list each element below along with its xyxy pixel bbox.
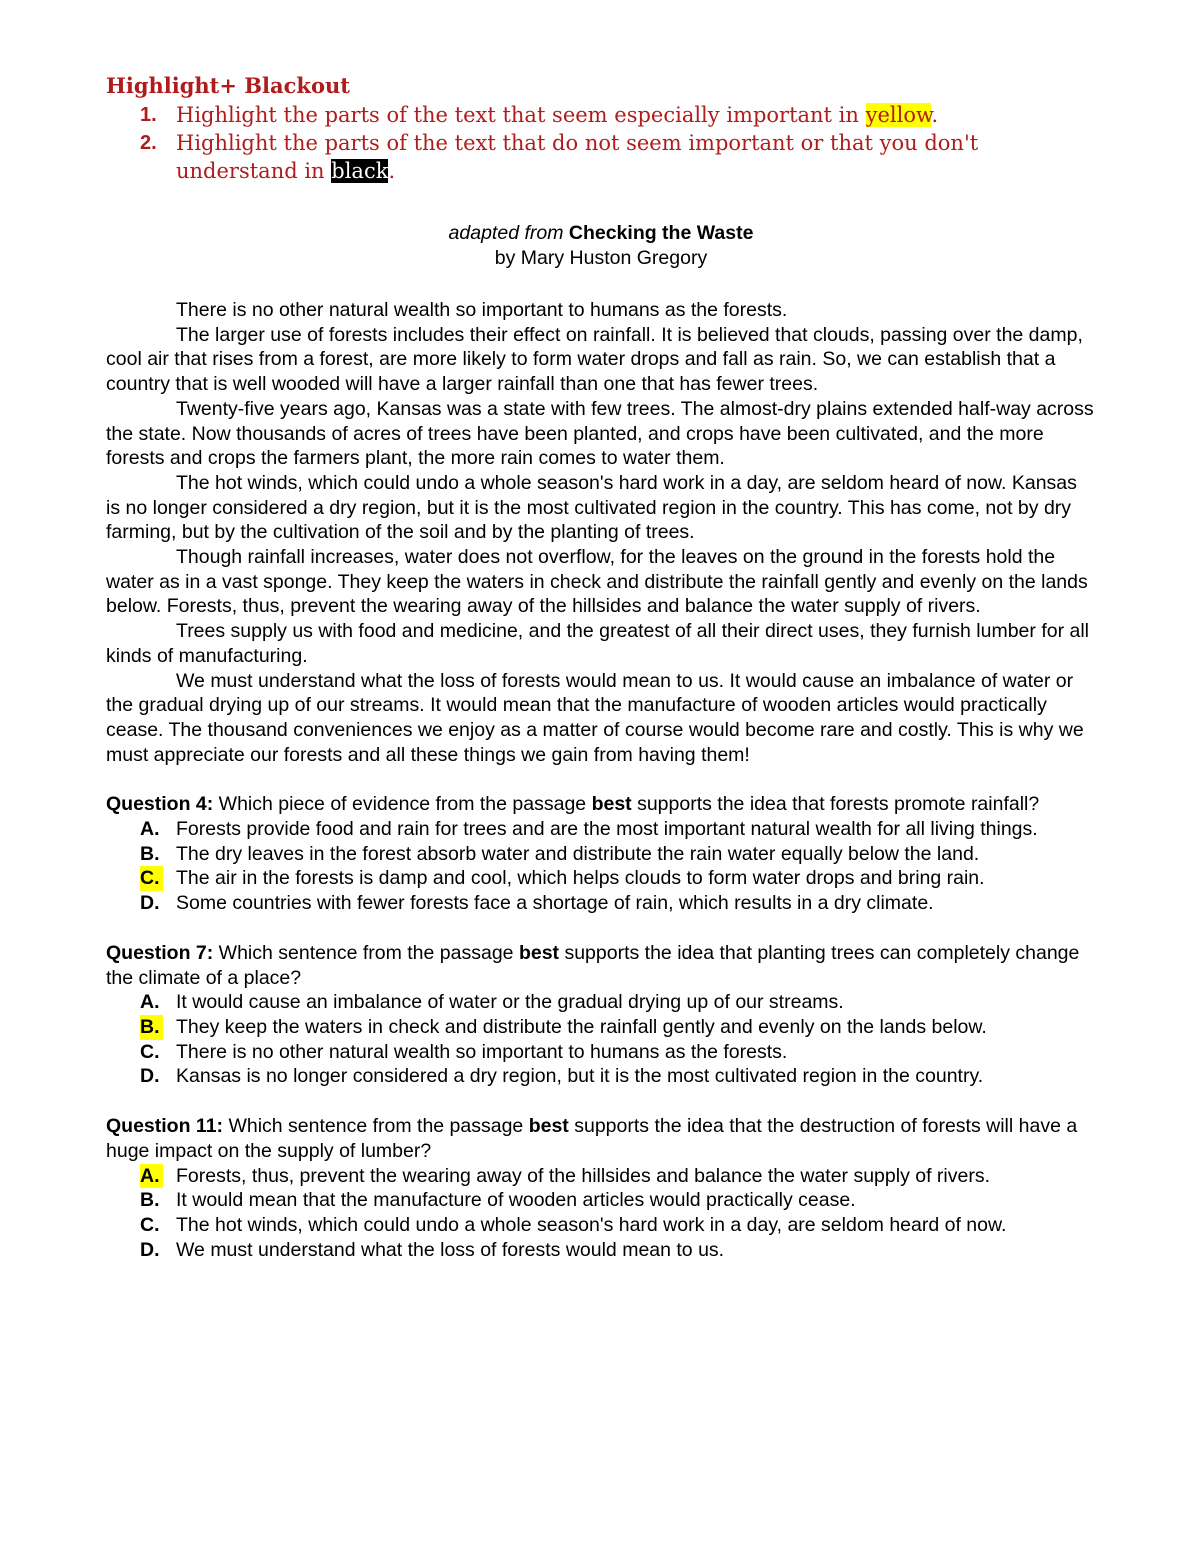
answer-option bbox=[106, 891, 1096, 916]
answer-option bbox=[106, 842, 1096, 867]
answer-options bbox=[106, 817, 1096, 916]
question-emphasis: best bbox=[528, 1115, 569, 1138]
answer-letter-highlighted: B. bbox=[140, 1015, 163, 1040]
answer-letter: A. bbox=[140, 818, 160, 841]
answer-option bbox=[106, 1164, 1096, 1189]
instruction-text: Highlight the parts of the text that seem especially important in bbox=[176, 103, 866, 127]
passage-byline: by Mary Huston Gregory bbox=[494, 247, 708, 269]
instructions-title: Highlight+ Blackout bbox=[106, 73, 350, 98]
answer-text: They keep the waters in check and distribute the rainfall gently and evenly on the lands below. bbox=[176, 1015, 987, 1038]
adapted-from-label: adapted from bbox=[448, 222, 564, 244]
passage-paragraph: Trees supply us with food and medicine, and the greatest of all their direct uses, they furnish lumber for all kinds of manufacturing. bbox=[106, 620, 1089, 667]
answer-option bbox=[106, 866, 1096, 891]
question-block bbox=[106, 941, 1096, 1089]
question-block bbox=[106, 792, 1096, 916]
question-emphasis: best bbox=[518, 941, 560, 964]
answer-text: Forests, thus, prevent the wearing away of the hillsides and balance the water supply of rivers. bbox=[176, 1164, 991, 1187]
answer-text: Some countries with fewer forests face a shortage of rain, which results in a dry climate. bbox=[176, 892, 934, 915]
passage-paragraph: The larger use of forests includes their effect on rainfall. It is believed that clouds, passing over the damp, cool air that rises from a forest, are more likely to form water drops and fall as rain. So, we can establish that a country that is well wooded will have a larger rainfall than one that has fewer trees. bbox=[106, 323, 1083, 396]
question-stem bbox=[106, 1114, 1096, 1163]
question-label: Question 4: bbox=[106, 793, 214, 816]
answer-option bbox=[106, 1238, 1096, 1263]
instruction-text: Highlight the parts of the text that do not seem important or that you don't understand in bbox=[176, 131, 979, 183]
instructions-block bbox=[106, 72, 1096, 185]
answer-letter: D. bbox=[140, 892, 160, 915]
passage-paragraph: There is no other natural wealth so important to humans as the forests. bbox=[176, 299, 788, 321]
question-label: Question 7: bbox=[106, 941, 214, 964]
question-stem bbox=[106, 792, 1096, 817]
instructions-list bbox=[106, 101, 1096, 185]
answer-option bbox=[106, 990, 1096, 1015]
answer-letter: D. bbox=[140, 1065, 160, 1088]
answer-text: Kansas is no longer considered a dry region, but it is the most cultivated region in the country. bbox=[176, 1065, 984, 1088]
instruction-number: 1. bbox=[140, 104, 157, 126]
passage-paragraph: Though rainfall increases, water does not overflow, for the leaves on the ground in the forests hold the water as in a vast sponge. They keep the waters in check and distribute the rainfall gently and evenly on the lands below. Forests, thus, prevent the wearing away of the hillsides and balance the water supply of rivers. bbox=[106, 546, 1088, 618]
question-text: supports the idea that planting trees can completely change the climate of a place? bbox=[106, 941, 1080, 989]
answer-option bbox=[106, 817, 1096, 842]
instruction-period: . bbox=[931, 103, 939, 127]
answer-options bbox=[106, 990, 1096, 1089]
document-page bbox=[106, 72, 1096, 1262]
answer-text: There is no other natural wealth so important to humans as the forests. bbox=[176, 1040, 788, 1063]
question-label: Question 11: bbox=[106, 1115, 224, 1138]
answer-letter: B. bbox=[140, 842, 160, 865]
answer-letter: C. bbox=[140, 1213, 160, 1236]
answer-text: Forests provide food and rain for trees and are the most important natural wealth for all living things. bbox=[176, 818, 1038, 841]
answer-text: The air in the forests is damp and cool, which helps clouds to form water drops and bring rain. bbox=[176, 867, 985, 890]
passage-paragraph: The hot winds, which could undo a whole season's hard work in a day, are seldom heard of now. Kansas is no longer considered a dry region, but it is the most cultivated region in the country. This has come, not by dry farming, but by the cultivation of the soil and by the planting of trees. bbox=[106, 471, 1077, 544]
passage-paragraph: Twenty-five years ago, Kansas was a state with few trees. The almost-dry plains extended half-way across the state. Now thousands of acres of trees have been planted, and crops have been cultivated, and the more forests and crops the farmers plant, the more rain comes to water them. bbox=[106, 397, 1094, 470]
answer-text: We must understand what the loss of forests would mean to us. bbox=[176, 1238, 725, 1261]
passage-title-line bbox=[106, 221, 1096, 246]
passage-body bbox=[106, 298, 1096, 767]
answer-option bbox=[106, 1040, 1096, 1065]
question-text: Which sentence from the passage bbox=[213, 941, 519, 964]
answer-option bbox=[106, 1015, 1096, 1040]
question-emphasis: best bbox=[591, 793, 632, 816]
answer-letter: D. bbox=[140, 1238, 160, 1261]
answer-options bbox=[106, 1164, 1096, 1263]
instruction-item bbox=[106, 101, 1096, 129]
instruction-number: 2. bbox=[140, 132, 157, 154]
answer-letter-highlighted: C. bbox=[140, 866, 163, 891]
answer-option bbox=[106, 1188, 1096, 1213]
passage-heading bbox=[106, 221, 1096, 271]
question-stem bbox=[106, 941, 1096, 990]
passage-title: Checking the Waste bbox=[568, 222, 754, 244]
instruction-item bbox=[106, 129, 1096, 185]
question-text: supports the idea that the destruction of forests will have a huge impact on the supply of lumber? bbox=[106, 1115, 1078, 1162]
question-text: Which sentence from the passage bbox=[223, 1115, 529, 1138]
question-text: Which piece of evidence from the passage bbox=[213, 793, 592, 816]
questions-section bbox=[106, 792, 1096, 1262]
passage-paragraph: We must understand what the loss of forests would mean to us. It would cause an imbalance of water or the gradual drying up of our streams. It would mean that the manufacture of wooden articles would practically cease. The thousand conveniences we enjoy as a matter of course would become rare and costly. This is why we must appreciate our forests and all these things we gain from having them! bbox=[106, 669, 1084, 766]
answer-text: The dry leaves in the forest absorb water and distribute the rain water equally below the land. bbox=[176, 842, 980, 865]
answer-text: The hot winds, which could undo a whole season's hard work in a day, are seldom heard of now. bbox=[176, 1213, 1007, 1236]
answer-letter: B. bbox=[140, 1189, 160, 1212]
yellow-highlight-word: yellow bbox=[865, 103, 932, 127]
answer-text: It would cause an imbalance of water or the gradual drying up of our streams. bbox=[176, 991, 844, 1014]
question-block bbox=[106, 1114, 1096, 1262]
answer-text: It would mean that the manufacture of wooden articles would practically cease. bbox=[176, 1189, 856, 1212]
answer-option bbox=[106, 1064, 1096, 1089]
answer-option bbox=[106, 1213, 1096, 1238]
instruction-period: . bbox=[388, 159, 396, 183]
answer-letter-highlighted: A. bbox=[140, 1164, 163, 1189]
black-highlight-word: black bbox=[331, 159, 389, 183]
question-text: supports the idea that forests promote rainfall? bbox=[631, 793, 1040, 816]
answer-letter: A. bbox=[140, 991, 160, 1014]
answer-letter: C. bbox=[140, 1040, 160, 1063]
